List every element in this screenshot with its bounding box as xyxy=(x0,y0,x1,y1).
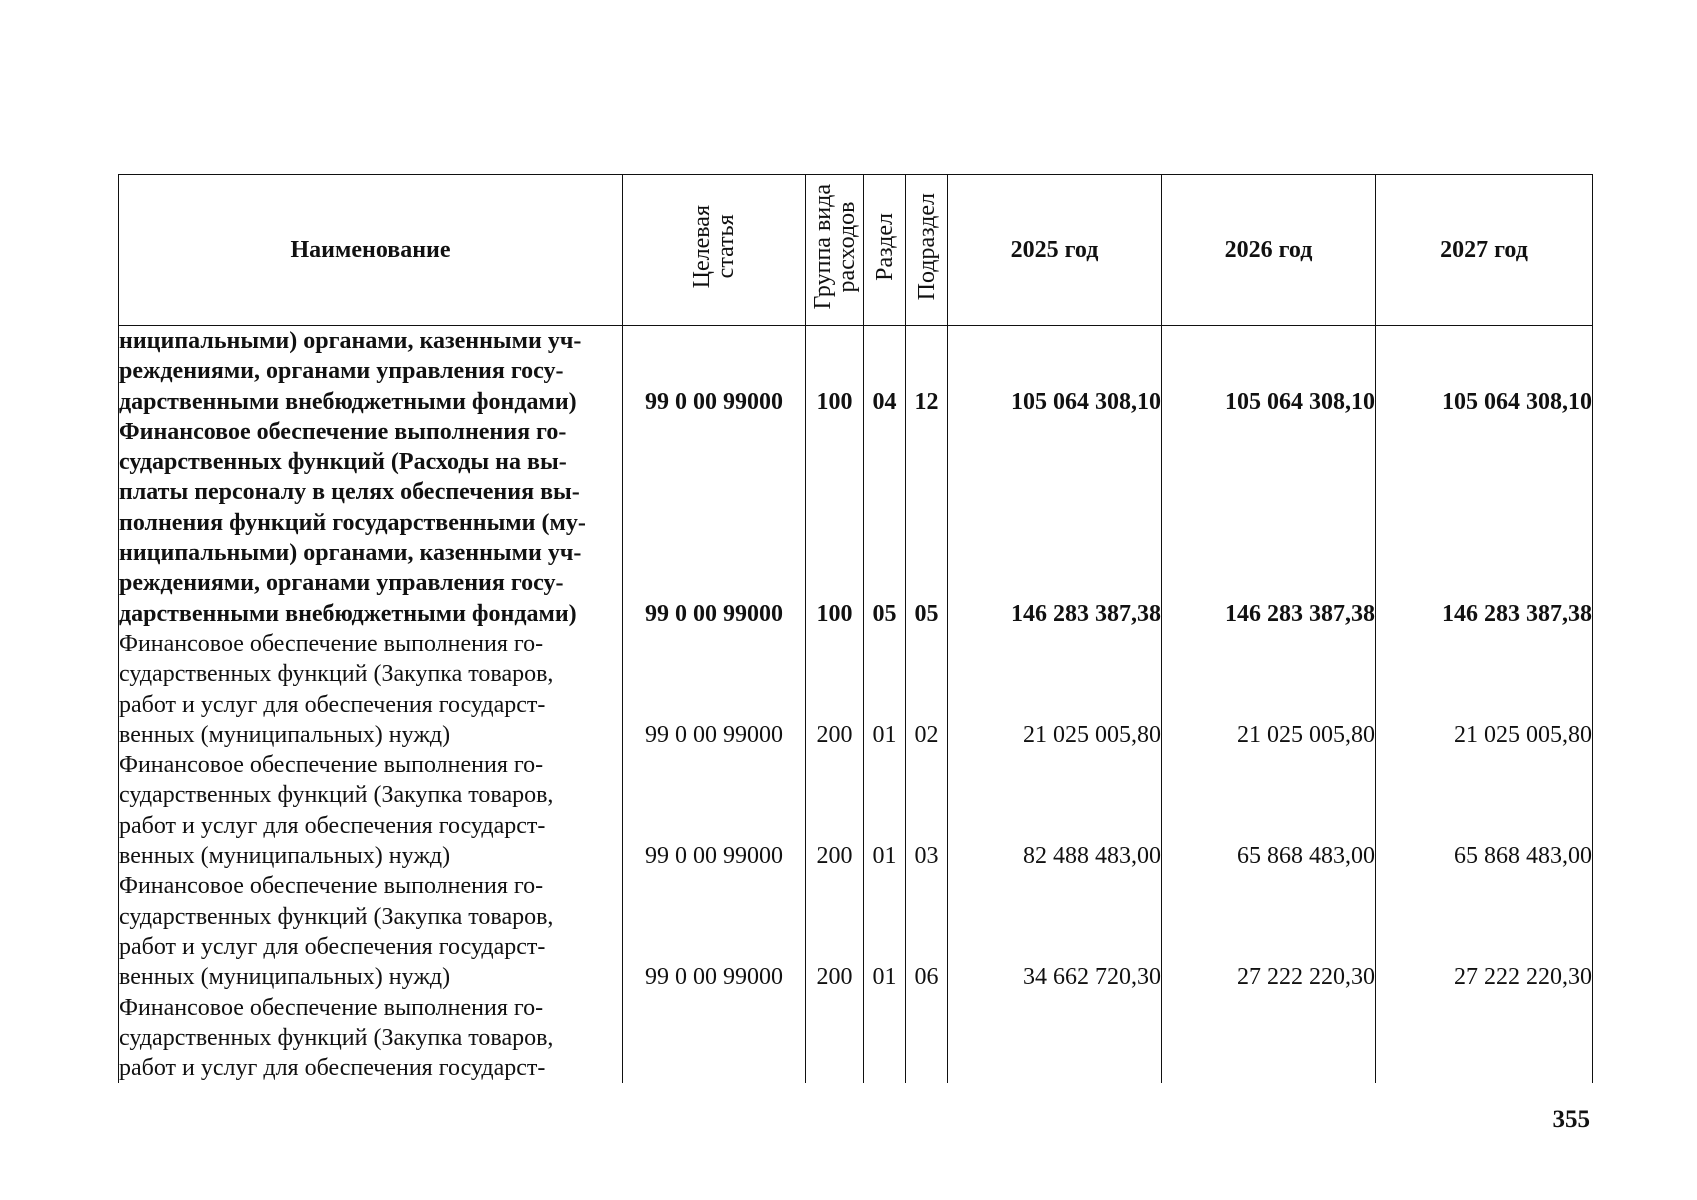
row-subsection xyxy=(906,871,948,992)
row-amount-2025-value: 82 488 483,00 xyxy=(1023,843,1161,870)
row-name-line: Финансовое обеспечение выполнения го- xyxy=(119,752,544,779)
row-name-line: венных (муниципальных) нужд) xyxy=(119,721,451,748)
row-amount-2027-value: 65 868 483,00 xyxy=(1454,843,1592,870)
row-amount-2027-value: 27 222 220,30 xyxy=(1454,964,1592,991)
table-row xyxy=(119,871,1593,992)
row-subsection-value: 12 xyxy=(914,388,939,415)
row-amount-2026-value: 65 868 483,00 xyxy=(1237,843,1375,870)
row-amount-2027 xyxy=(1376,417,1593,629)
row-amount-2027-value: 21 025 005,80 xyxy=(1454,721,1592,748)
row-amount-2025 xyxy=(948,871,1162,992)
row-expense-group-value: 100 xyxy=(816,388,853,415)
row-target-article-value: 99 0 00 99000 xyxy=(645,721,783,748)
row-amount-2027 xyxy=(1376,871,1593,992)
header-year-2026: 2026 год xyxy=(1162,175,1376,326)
row-section-value: 01 xyxy=(872,843,897,870)
row-name-line: ниципальными) органами, казенными уч- xyxy=(119,540,582,567)
row-section xyxy=(864,871,906,992)
row-name-line: реждениями, органами управления госу- xyxy=(119,570,564,597)
row-target-article-value: 99 0 00 99000 xyxy=(645,600,783,627)
row-name-line: дарственными внебюджетными фондами) xyxy=(119,600,577,627)
row-amount-2025-value: 105 064 308,10 xyxy=(1011,388,1161,415)
row-amount-2025 xyxy=(948,629,1162,750)
row-name-line: Финансовое обеспечение выполнения го- xyxy=(119,994,544,1021)
row-expense-group xyxy=(806,750,864,871)
row-name-line: полнения функций государственными (му- xyxy=(119,509,586,536)
row-amount-2026-value: 21 025 005,80 xyxy=(1237,721,1375,748)
table-row xyxy=(119,417,1593,629)
row-expense-group xyxy=(806,326,864,417)
row-amount-2026 xyxy=(1162,871,1376,992)
row-amount-2026-value: 105 064 308,10 xyxy=(1225,388,1375,415)
row-expense-group xyxy=(806,871,864,992)
row-expense-group-value: 100 xyxy=(816,600,853,627)
row-amount-2027 xyxy=(1376,326,1593,417)
row-name-line: сударственных функций (Закупка товаров, xyxy=(119,782,554,809)
row-section-value: 01 xyxy=(872,964,897,991)
row-amount-2025 xyxy=(948,326,1162,417)
row-subsection xyxy=(906,417,948,629)
row-name xyxy=(119,326,623,417)
row-target-article xyxy=(623,993,806,1084)
row-expense-group xyxy=(806,629,864,750)
row-section xyxy=(864,326,906,417)
row-amount-2027-value: 105 064 308,10 xyxy=(1442,388,1592,415)
header-section: Раздел xyxy=(864,175,906,326)
row-subsection xyxy=(906,750,948,871)
row-subsection-value: 02 xyxy=(914,721,939,748)
header-subsection: Подраздел xyxy=(906,175,948,326)
row-name-line: Финансовое обеспечение выполнения го- xyxy=(119,418,567,445)
row-amount-2026-value: 27 222 220,30 xyxy=(1237,964,1375,991)
header-year-2027: 2027 год xyxy=(1376,175,1593,326)
row-name xyxy=(119,750,623,871)
row-target-article xyxy=(623,417,806,629)
row-name-line: работ и услуг для обеспечения государст- xyxy=(119,812,546,839)
table-row xyxy=(119,629,1593,750)
row-expense-group-value: 200 xyxy=(816,721,853,748)
row-name-line: реждениями, органами управления госу- xyxy=(119,358,564,385)
row-amount-2025-value: 146 283 387,38 xyxy=(1011,600,1161,627)
row-section xyxy=(864,993,906,1084)
table-header xyxy=(119,175,1593,326)
row-subsection xyxy=(906,993,948,1084)
budget-table xyxy=(118,174,1593,1083)
row-name xyxy=(119,871,623,992)
row-expense-group-value: 200 xyxy=(816,964,853,991)
row-section-value: 04 xyxy=(872,388,897,415)
row-name-line: Финансовое обеспечение выполнения го- xyxy=(119,630,544,657)
row-subsection xyxy=(906,629,948,750)
row-name-line: платы персоналу в целях обеспечения вы- xyxy=(119,479,580,506)
row-name-line: работ и услуг для обеспечения государст- xyxy=(119,1055,546,1082)
row-section-value: 05 xyxy=(872,600,897,627)
row-name-line: венных (муниципальных) нужд) xyxy=(119,843,451,870)
row-section xyxy=(864,750,906,871)
row-name xyxy=(119,417,623,629)
row-subsection-value: 03 xyxy=(914,843,939,870)
row-target-article xyxy=(623,750,806,871)
page-number: 355 xyxy=(1552,1106,1590,1133)
row-target-article-value: 99 0 00 99000 xyxy=(645,843,783,870)
row-target-article xyxy=(623,629,806,750)
table-body xyxy=(119,326,1593,1084)
row-amount-2025 xyxy=(948,750,1162,871)
row-amount-2026 xyxy=(1162,993,1376,1084)
header-year-2025: 2025 год xyxy=(948,175,1162,326)
row-name-line: Финансовое обеспечение выполнения го- xyxy=(119,873,544,900)
header-target-article: Целевая статья xyxy=(623,175,806,326)
row-subsection xyxy=(906,326,948,417)
row-amount-2025-value: 34 662 720,30 xyxy=(1023,964,1161,991)
row-expense-group-value: 200 xyxy=(816,843,853,870)
row-name-line: ниципальными) органами, казенными уч- xyxy=(119,328,582,354)
table-row xyxy=(119,750,1593,871)
row-name-line: сударственных функций (Расходы на вы- xyxy=(119,449,567,476)
row-amount-2026 xyxy=(1162,326,1376,417)
row-amount-2027 xyxy=(1376,993,1593,1084)
row-name-line: дарственными внебюджетными фондами) xyxy=(119,388,577,415)
row-amount-2026 xyxy=(1162,629,1376,750)
row-section xyxy=(864,417,906,629)
row-name-line: сударственных функций (Закупка товаров, xyxy=(119,1024,554,1051)
row-name xyxy=(119,993,623,1084)
row-section-value: 01 xyxy=(872,721,897,748)
row-amount-2027 xyxy=(1376,750,1593,871)
row-name-line: работ и услуг для обеспечения государст- xyxy=(119,933,546,960)
row-name-line: сударственных функций (Закупка товаров, xyxy=(119,661,554,688)
row-name xyxy=(119,629,623,750)
row-name-line: сударственных функций (Закупка товаров, xyxy=(119,903,554,930)
row-name-line: работ и услуг для обеспечения государст- xyxy=(119,691,546,718)
row-amount-2027-value: 146 283 387,38 xyxy=(1442,600,1592,627)
row-amount-2026 xyxy=(1162,417,1376,629)
row-target-article-value: 99 0 00 99000 xyxy=(645,964,783,991)
row-target-article xyxy=(623,871,806,992)
row-subsection-value: 05 xyxy=(914,600,939,627)
table-row xyxy=(119,326,1593,417)
row-expense-group xyxy=(806,417,864,629)
header-expense-group: Группа вида расходов xyxy=(806,175,864,326)
row-amount-2025-value: 21 025 005,80 xyxy=(1023,721,1161,748)
row-amount-2026 xyxy=(1162,750,1376,871)
header-name: Наименование xyxy=(119,175,623,326)
row-expense-group xyxy=(806,993,864,1084)
row-subsection-value: 06 xyxy=(914,964,939,991)
row-amount-2025 xyxy=(948,417,1162,629)
row-section xyxy=(864,629,906,750)
row-amount-2025 xyxy=(948,993,1162,1084)
row-amount-2026-value: 146 283 387,38 xyxy=(1225,600,1375,627)
row-name-line: венных (муниципальных) нужд) xyxy=(119,964,451,991)
table-row xyxy=(119,993,1593,1084)
row-target-article xyxy=(623,326,806,417)
row-target-article-value: 99 0 00 99000 xyxy=(645,388,783,415)
row-amount-2027 xyxy=(1376,629,1593,750)
